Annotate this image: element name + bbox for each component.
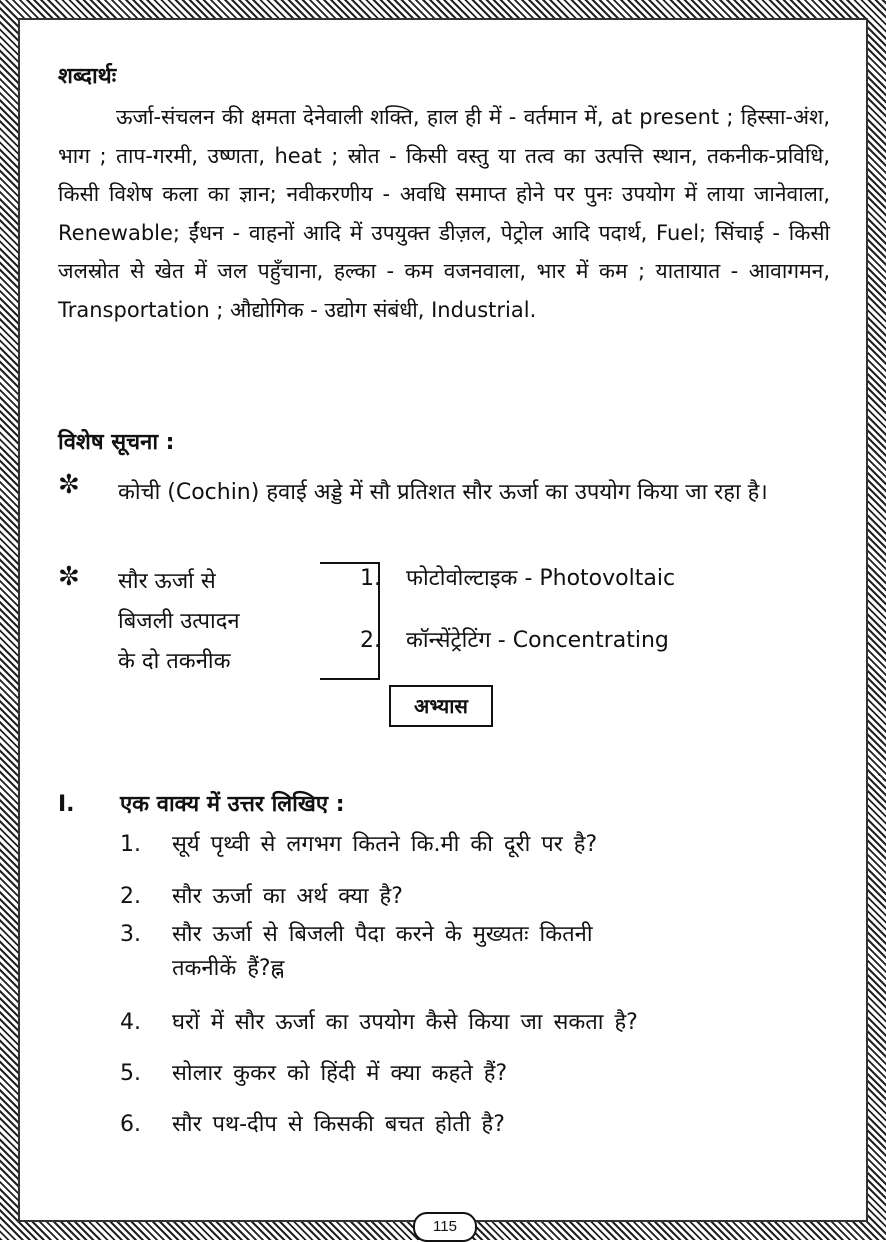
vocabulary-heading: शब्दार्थः <box>58 64 117 89</box>
vocabulary-text: ऊर्जा-संचलन की क्षमता देनेवाली शक्ति, हाल ही में - वर्तमान में, at present ; हिस्सा-अंश, भाग ; ताप-गरमी, उष्णता, heat ; स्रोत - किसी वस्तु या तत्व का उत्पत्ति स्थान, तकनीक-प्रविधि, किसी विशेष कला का ज्ञान; नवीकरणीय - अवधि समाप्त होने पर पुनः उपयोग में लाया जानेवाला, Renewable; ईंधन - वाहनों आदि में उपयुक्त डीज़ल, पेट्रोल आदि पदार्थ, Fuel; सिंचाई - किसी जलस्रोत से खेत में जल पहुँचाना, हल्का - कम वजनवाला, भार में कम ; यातायात - आवागमन, Transportation ; औद्योगिक - उद्योग संबंधी, Industrial. <box>58 105 830 322</box>
star-bullet-icon: ✼ <box>58 562 80 592</box>
notice-heading: विशेष सूचना : <box>58 430 175 455</box>
star-bullet-icon: ✼ <box>58 470 80 500</box>
technique-label: सौर ऊर्जा से बिजली उत्पादन के दो तकनीक <box>118 569 240 674</box>
page-number: 115 <box>413 1212 477 1242</box>
question-item: 3. सौर ऊर्जा से बिजली पैदा करने के मुख्यतः कितनी तकनीकें हैं?ह्न <box>120 922 593 981</box>
technique-item: 1. फोटोवोल्टाइक - Photovoltaic <box>360 566 676 591</box>
section-heading: I. एक वाक्य में उत्तर लिखिए : <box>58 792 345 817</box>
question-item: 2. सौर ऊर्जा का अर्थ क्या है? <box>120 884 403 909</box>
notice-point-1-text: कोची (Cochin) हवाई अड्डे में सौ प्रतिशत सौर ऊर्जा का उपयोग किया जा रहा है। <box>118 480 768 505</box>
exercise-label-box: अभ्यास <box>389 685 493 727</box>
technique-item: 2. कॉन्सेंट्रेटिंग - Concentrating <box>360 628 669 653</box>
notice-point-1 <box>58 470 830 516</box>
notice-point-2 <box>58 562 830 692</box>
question-item: 5. सोलार कुकर को हिंदी में क्या कहते हैं? <box>120 1061 508 1086</box>
question-item: 4. घरों में सौर ऊर्जा का उपयोग कैसे किया जा सकता है? <box>120 1010 638 1035</box>
vocabulary-section <box>58 60 830 329</box>
question-item: 6. सौर पथ-दीप से किसकी बचत होती है? <box>120 1112 505 1137</box>
question-item: 1. सूर्य पृथ्वी से लगभग कितने कि.मी की दूरी पर है? <box>120 832 598 857</box>
